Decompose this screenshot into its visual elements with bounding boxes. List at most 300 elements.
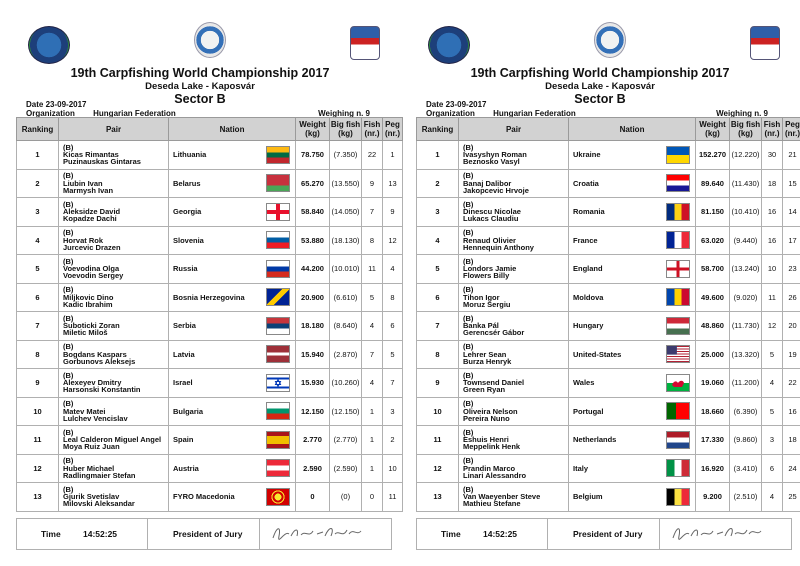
pair-cell — [459, 426, 569, 455]
nation-cell: Bulgaria — [169, 397, 262, 426]
peg-cell: 6 — [383, 312, 403, 341]
rank-cell: 2 — [417, 169, 459, 198]
table-row — [417, 454, 800, 483]
slovenia-flag-icon — [266, 231, 290, 249]
table-row — [417, 283, 800, 312]
rank-cell: 9 — [417, 369, 459, 398]
flag-cell — [662, 169, 696, 198]
nation-cell: France — [569, 226, 662, 255]
nation-cell: Serbia — [169, 312, 262, 341]
pair-group: (B) — [463, 199, 474, 209]
peg-cell: 5 — [383, 340, 403, 369]
angler-name: Beznosko Vasyl — [463, 157, 520, 167]
hungary-badge-icon — [750, 26, 780, 60]
angler-name: Pereira Nuno — [463, 413, 510, 423]
rank-cell: 4 — [417, 226, 459, 255]
fish-cell: 16 — [762, 198, 783, 227]
nation-cell: FYRO Macedonia — [169, 483, 262, 512]
fish-cell: 11 — [762, 283, 783, 312]
pair-cell — [459, 226, 569, 255]
weight-cell: 16.920 — [696, 454, 730, 483]
pair-cell — [59, 426, 169, 455]
spain-flag-icon — [266, 431, 290, 449]
peg-cell: 18 — [783, 426, 800, 455]
weight-cell: 15.940 — [296, 340, 330, 369]
bigfish-cell: (9.440) — [730, 226, 762, 255]
rank-cell: 2 — [17, 169, 59, 198]
weight-cell: 19.060 — [696, 369, 730, 398]
angler-name: Banaj Dalibor — [463, 178, 512, 188]
peg-cell: 2 — [383, 426, 403, 455]
flag-cell — [262, 454, 296, 483]
peg-cell: 24 — [783, 454, 800, 483]
rank-cell: 7 — [17, 312, 59, 341]
nation-cell: Latvia — [169, 340, 262, 369]
pair-cell — [59, 369, 169, 398]
pair-cell — [459, 141, 569, 170]
georgia-flag-icon — [266, 203, 290, 221]
weight-cell: 81.150 — [696, 198, 730, 227]
fish-cell: 1 — [362, 426, 383, 455]
pair-group: (B) — [63, 484, 74, 494]
fish-cell: 4 — [362, 312, 383, 341]
organization-label: Organization — [426, 109, 475, 118]
nation-cell: Belgium — [569, 483, 662, 512]
angler-name: Renaud Olivier — [463, 235, 516, 245]
angler-name: Miletic Miloš — [63, 328, 108, 338]
england-flag-icon — [666, 260, 690, 278]
rank-cell: 13 — [17, 483, 59, 512]
angler-name: Radlingmaier Stefan — [63, 470, 136, 480]
nation-cell: Ukraine — [569, 141, 662, 170]
angler-name: Flowers Billy — [463, 271, 510, 281]
italy-flag-icon — [666, 459, 690, 477]
nation-cell: Croatia — [569, 169, 662, 198]
nation-cell: Italy — [569, 454, 662, 483]
pair-cell — [59, 141, 169, 170]
signature-icon — [269, 522, 365, 544]
peg-cell: 25 — [783, 483, 800, 512]
pair-group: (B) — [63, 199, 74, 209]
carp-fishing-logo-icon — [428, 26, 470, 64]
venue: Deseda Lake - Kaposvár — [545, 81, 655, 92]
bigfish-cell: (2.510) — [730, 483, 762, 512]
pair-cell — [59, 255, 169, 284]
results-body — [417, 141, 800, 512]
col-peg: Peg (nr.) — [383, 118, 403, 141]
rank-cell: 3 — [417, 198, 459, 227]
angler-name: Prandin Marco — [463, 463, 516, 473]
peg-cell: 12 — [383, 226, 403, 255]
fish-cell: 16 — [762, 226, 783, 255]
nation-cell: Israel — [169, 369, 262, 398]
time-label: Time — [41, 529, 61, 539]
angler-name: Eshuis Henri — [463, 435, 509, 445]
col-weight: Weight (kg) — [296, 118, 330, 141]
flag-cell — [662, 483, 696, 512]
rank-cell: 8 — [417, 340, 459, 369]
flag-cell — [262, 483, 296, 512]
nation-cell: United-States — [569, 340, 662, 369]
federation-logo-icon — [194, 22, 226, 58]
table-row — [17, 397, 403, 426]
weight-cell: 18.660 — [696, 397, 730, 426]
nation-cell: Russia — [169, 255, 262, 284]
angler-name: Huber Michael — [63, 463, 115, 473]
col-nation: Nation — [169, 118, 296, 141]
israel-flag-icon — [266, 374, 290, 392]
pair-cell — [59, 312, 169, 341]
results-table — [416, 117, 800, 512]
peg-cell: 16 — [783, 397, 800, 426]
peg-cell: 7 — [383, 369, 403, 398]
sector-title: Sector B — [574, 92, 626, 106]
table-row — [17, 141, 403, 170]
bigfish-cell: (9.860) — [730, 426, 762, 455]
sector-title: Sector B — [174, 92, 226, 106]
bigfish-cell: (2.870) — [330, 340, 362, 369]
angler-name: Green Ryan — [463, 385, 506, 395]
portugal-flag-icon — [666, 402, 690, 420]
nation-cell: Slovenia — [169, 226, 262, 255]
rank-cell: 6 — [417, 283, 459, 312]
austria-flag-icon — [266, 459, 290, 477]
angler-name: Milovski Aleksandar — [63, 499, 135, 509]
angler-name: Kadic Ibrahim — [63, 299, 113, 309]
federation-logo-icon — [594, 22, 626, 58]
angler-name: Hennequin Anthony — [463, 242, 534, 252]
fish-cell: 6 — [762, 454, 783, 483]
pair-group: (B) — [463, 256, 474, 266]
angler-name: Leal Calderon Miguel Angel — [63, 435, 162, 445]
romania-flag-icon — [666, 203, 690, 221]
peg-cell: 11 — [383, 483, 403, 512]
angler-name: Jurcevic Drazen — [63, 242, 121, 252]
table-row — [417, 255, 800, 284]
weight-cell: 2.770 — [296, 426, 330, 455]
bigfish-cell: (11.430) — [730, 169, 762, 198]
flag-cell — [262, 226, 296, 255]
weight-cell: 89.640 — [696, 169, 730, 198]
angler-name: Voevodin Sergey — [63, 271, 124, 281]
rank-cell: 13 — [417, 483, 459, 512]
fish-cell: 10 — [762, 255, 783, 284]
flag-cell — [262, 312, 296, 341]
croatia-flag-icon — [666, 174, 690, 192]
weight-cell: 44.200 — [296, 255, 330, 284]
weight-cell: 152.270 — [696, 141, 730, 170]
time-value: 14:52:25 — [483, 529, 518, 539]
table-row — [417, 397, 800, 426]
flag-cell — [662, 397, 696, 426]
usa-flag-icon — [666, 345, 690, 363]
bigfish-cell: (12.150) — [330, 397, 362, 426]
pair-group: (B) — [63, 142, 74, 152]
netherlands-flag-icon — [666, 431, 690, 449]
fish-cell: 1 — [362, 397, 383, 426]
belgium-flag-icon — [666, 488, 690, 506]
bigfish-cell: (6.390) — [730, 397, 762, 426]
flag-cell — [662, 312, 696, 341]
angler-name: Jakopcevic Hrvoje — [463, 185, 529, 195]
hungary-flag-icon — [666, 317, 690, 335]
results-body — [17, 141, 403, 512]
bigfish-cell: (0) — [330, 483, 362, 512]
bigfish-cell: (14.050) — [330, 198, 362, 227]
table-row — [17, 283, 403, 312]
pair-cell — [459, 369, 569, 398]
peg-cell: 1 — [383, 141, 403, 170]
latvia-flag-icon — [266, 345, 290, 363]
flag-cell — [262, 283, 296, 312]
rank-cell: 1 — [417, 141, 459, 170]
pair-group: (B) — [63, 456, 74, 466]
angler-name: Gjurik Svetislav — [63, 492, 120, 502]
weight-cell: 9.200 — [696, 483, 730, 512]
bigfish-cell: (13.550) — [330, 169, 362, 198]
peg-cell: 19 — [783, 340, 800, 369]
organization-value: Hungarian Federation — [493, 109, 576, 118]
flag-cell — [662, 283, 696, 312]
col-bigfish: Big fish (kg) — [330, 118, 362, 141]
bigfish-cell: (2.590) — [330, 454, 362, 483]
pair-group: (B) — [63, 399, 74, 409]
weighing-number: Weighing n. 9 — [318, 109, 370, 118]
flag-cell — [662, 226, 696, 255]
pair-group: (B) — [463, 171, 474, 181]
nation-cell: Austria — [169, 454, 262, 483]
organization-value: Hungarian Federation — [93, 109, 176, 118]
bigfish-cell: (10.010) — [330, 255, 362, 284]
nation-cell: Georgia — [169, 198, 262, 227]
table-row — [17, 483, 403, 512]
signature-icon — [669, 522, 765, 544]
weight-cell: 48.860 — [696, 312, 730, 341]
pair-cell — [459, 483, 569, 512]
pair-cell — [459, 397, 569, 426]
rank-cell: 8 — [17, 340, 59, 369]
pair-cell — [459, 255, 569, 284]
bigfish-cell: (3.410) — [730, 454, 762, 483]
fish-cell: 0 — [362, 483, 383, 512]
time-label: Time — [441, 529, 461, 539]
macedonia-flag-icon — [266, 488, 290, 506]
fish-cell: 7 — [362, 198, 383, 227]
angler-name: Lehrer Sean — [463, 349, 507, 359]
carp-fishing-logo-icon — [28, 26, 70, 64]
angler-name: Marmysh Ivan — [63, 185, 114, 195]
peg-cell: 9 — [383, 198, 403, 227]
date-label: Date — [26, 100, 44, 109]
rank-cell: 11 — [417, 426, 459, 455]
flag-cell — [662, 369, 696, 398]
table-row — [17, 340, 403, 369]
pair-cell — [59, 226, 169, 255]
peg-cell: 17 — [783, 226, 800, 255]
fish-cell: 5 — [762, 397, 783, 426]
table-row — [417, 198, 800, 227]
moldova-flag-icon — [666, 288, 690, 306]
rank-cell: 10 — [17, 397, 59, 426]
peg-cell: 22 — [783, 369, 800, 398]
pair-group: (B) — [63, 342, 74, 352]
table-row — [17, 454, 403, 483]
rank-cell: 5 — [417, 255, 459, 284]
weight-cell: 58.700 — [696, 255, 730, 284]
table-row — [417, 426, 800, 455]
championship-title: 19th Carpfishing World Championship 2017 — [70, 66, 330, 80]
table-row — [417, 169, 800, 198]
angler-name: Gerencsér Gábor — [463, 328, 525, 338]
weight-cell: 17.330 — [696, 426, 730, 455]
angler-name: Moruz Sergiu — [463, 299, 511, 309]
table-row — [17, 255, 403, 284]
angler-name: Suboticki Zoran — [63, 321, 120, 331]
pair-cell — [59, 283, 169, 312]
table-row — [417, 226, 800, 255]
pair-group: (B) — [463, 142, 474, 152]
table-row — [17, 226, 403, 255]
pair-cell — [459, 283, 569, 312]
results-sheet-right — [400, 0, 800, 566]
pair-cell — [59, 169, 169, 198]
col-fish: Fish (nr.) — [762, 118, 783, 141]
angler-name: Burza Henryk — [463, 356, 512, 366]
pair-group: (B) — [463, 228, 474, 238]
bigfish-cell: (9.020) — [730, 283, 762, 312]
fish-cell: 30 — [762, 141, 783, 170]
bigfish-cell: (12.220) — [730, 141, 762, 170]
rank-cell: 9 — [17, 369, 59, 398]
angler-name: Liubin Ivan — [63, 178, 103, 188]
weight-cell: 0 — [296, 483, 330, 512]
angler-name: Oliveira Nelson — [463, 406, 518, 416]
rank-cell: 12 — [17, 454, 59, 483]
col-ranking: Ranking — [417, 118, 459, 141]
nation-cell: Lithuania — [169, 141, 262, 170]
weight-cell: 20.900 — [296, 283, 330, 312]
rank-cell: 10 — [417, 397, 459, 426]
bigfish-cell: (8.640) — [330, 312, 362, 341]
angler-name: Mathieu Stefane — [463, 499, 521, 509]
flag-cell — [262, 397, 296, 426]
angler-name: Kopadze Dachi — [63, 214, 117, 224]
fish-cell: 12 — [762, 312, 783, 341]
fish-cell: 5 — [362, 283, 383, 312]
pair-group: (B) — [463, 399, 474, 409]
peg-cell: 14 — [783, 198, 800, 227]
angler-name: Kicas Rimantas — [63, 150, 119, 160]
angler-name: Miljkovic Dino — [63, 292, 114, 302]
flag-cell — [262, 255, 296, 284]
angler-name: Tihon Igor — [463, 292, 500, 302]
bigfish-cell: (11.200) — [730, 369, 762, 398]
footer-bar — [16, 518, 392, 550]
angler-name: Gorbunovs Aleksejs — [63, 356, 136, 366]
flag-cell — [262, 198, 296, 227]
bigfish-cell: (11.730) — [730, 312, 762, 341]
pair-group: (B) — [63, 313, 74, 323]
bigfish-cell: (7.350) — [330, 141, 362, 170]
date-value: 23-09-2017 — [445, 100, 487, 109]
pair-group: (B) — [63, 256, 74, 266]
weight-cell: 12.150 — [296, 397, 330, 426]
nation-cell: Bosnia Herzegovina — [169, 283, 262, 312]
rank-cell: 7 — [417, 312, 459, 341]
fish-cell: 8 — [362, 226, 383, 255]
weight-cell: 49.600 — [696, 283, 730, 312]
fish-cell: 4 — [362, 369, 383, 398]
date-line — [26, 100, 87, 109]
pair-cell — [59, 198, 169, 227]
weight-cell: 58.840 — [296, 198, 330, 227]
footer-divider — [259, 519, 260, 549]
nation-cell: England — [569, 255, 662, 284]
angler-name: Lulchev Vencislav — [63, 413, 128, 423]
bigfish-cell: (2.770) — [330, 426, 362, 455]
angler-name: Dinescu Nicolae — [463, 207, 521, 217]
table-row — [417, 141, 800, 170]
flag-cell — [262, 169, 296, 198]
peg-cell: 4 — [383, 255, 403, 284]
rank-cell: 3 — [17, 198, 59, 227]
col-fish: Fish (nr.) — [362, 118, 383, 141]
pair-cell — [459, 169, 569, 198]
nation-cell: Netherlands — [569, 426, 662, 455]
flag-cell — [262, 141, 296, 170]
angler-name: Meppelink Henk — [463, 442, 521, 452]
col-pair: Pair — [59, 118, 169, 141]
footer-divider — [659, 519, 660, 549]
rank-cell: 4 — [17, 226, 59, 255]
fish-cell: 9 — [362, 169, 383, 198]
peg-cell: 20 — [783, 312, 800, 341]
table-row — [417, 312, 800, 341]
angler-name: Banka Pál — [463, 321, 499, 331]
lithuania-flag-icon — [266, 146, 290, 164]
organization-label: Organization — [26, 109, 75, 118]
pair-group: (B) — [463, 456, 474, 466]
nation-cell: Hungary — [569, 312, 662, 341]
fish-cell: 1 — [362, 454, 383, 483]
rank-cell: 11 — [17, 426, 59, 455]
weighing-number: Weighing n. 9 — [716, 109, 768, 118]
angler-name: Van Waeyenber Steve — [463, 492, 541, 502]
pair-cell — [59, 397, 169, 426]
fish-cell: 22 — [362, 141, 383, 170]
fish-cell: 3 — [762, 426, 783, 455]
peg-cell: 26 — [783, 283, 800, 312]
footer-bar — [416, 518, 792, 550]
flag-cell — [662, 141, 696, 170]
table-row — [17, 312, 403, 341]
nation-cell: Spain — [169, 426, 262, 455]
pair-group: (B) — [463, 370, 474, 380]
pair-cell — [59, 340, 169, 369]
flag-cell — [262, 340, 296, 369]
pair-group: (B) — [463, 285, 474, 295]
col-ranking: Ranking — [17, 118, 59, 141]
bosnia-flag-icon — [266, 288, 290, 306]
table-row — [17, 169, 403, 198]
angler-name: Lukacs Claudiu — [463, 214, 519, 224]
rank-cell: 1 — [17, 141, 59, 170]
flag-cell — [262, 369, 296, 398]
angler-name: Townsend Daniel — [463, 378, 525, 388]
flag-cell — [662, 426, 696, 455]
table-row — [417, 483, 800, 512]
col-weight: Weight (kg) — [696, 118, 730, 141]
